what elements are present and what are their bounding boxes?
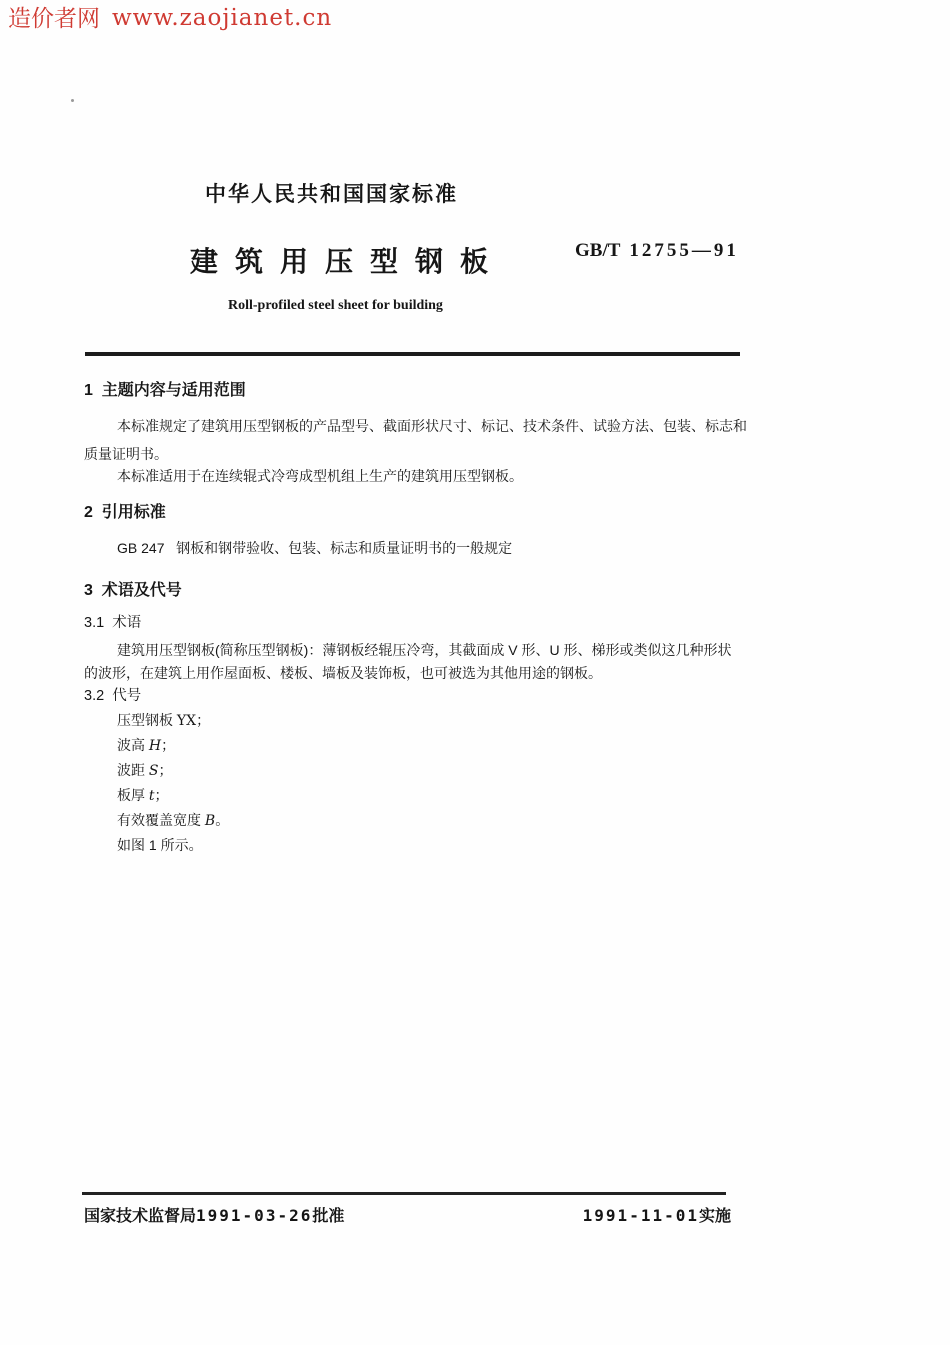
footer-implement-date: 1991-11-01 [582, 1206, 699, 1225]
footer-approve-date: 1991-03-26 [196, 1206, 313, 1225]
watermark-site-url: www.zaojianet.cn [112, 5, 333, 31]
section-1-line: 本标准适用于在连续辊式冷弯成型机组上生产的建筑用压型钢板。 [117, 468, 523, 484]
footer-approve-label: 批准 [312, 1208, 345, 1225]
national-standard-label: 中华人民共和国国家标准 [205, 183, 458, 206]
code-item-text: 波距 [117, 762, 149, 778]
code-item [117, 737, 175, 755]
code-item [117, 812, 229, 830]
code-item-punct: 。 [215, 812, 230, 828]
code-item [117, 762, 172, 780]
code-item-symbol: t [148, 788, 155, 804]
section-3-1-line: 建筑用压型钢板(简称压型钢板)：薄钢板经辊压冷弯，其截面成 V 形、U 形、梯形或类似这几种形状 [117, 642, 732, 658]
code-item-text: 压型钢板 [117, 712, 177, 728]
section-3-1-heading: 3.1 术语 [84, 615, 142, 631]
title-separator-rule [85, 352, 740, 356]
code-item [117, 712, 210, 730]
code-item-symbol: YX [176, 713, 197, 729]
figure-reference-text: 如图 1 所示。 [117, 837, 203, 853]
code-item-punct: ； [158, 762, 173, 778]
standard-number-digits: 12755—91 [629, 240, 739, 261]
code-item-punct: ； [161, 737, 176, 753]
code-item-punct: ； [154, 787, 169, 803]
code-item-symbol: H [148, 738, 162, 754]
footer-implement-label: 实施 [698, 1208, 731, 1225]
document-title-cn: 建筑用压型钢板 [190, 246, 506, 277]
code-item-text: 板厚 [117, 787, 149, 803]
section-2-reference: GB 247 钢板和钢带验收、包装、标志和质量证明书的一般规定 [117, 540, 513, 556]
document-title-en: Roll-profiled steel sheet for building [228, 298, 443, 313]
section-3-2-heading: 3.2 代号 [84, 688, 142, 704]
figure-reference-line [117, 837, 203, 854]
code-item-punct: ； [196, 712, 211, 728]
standard-number-prefix: GB/T [575, 240, 621, 261]
section-1-heading: 1 主题内容与适用范围 [84, 382, 246, 399]
footer-separator-rule [82, 1192, 726, 1195]
code-item-text: 波高 [117, 737, 149, 753]
section-3-heading: 3 术语及代号 [84, 582, 182, 599]
code-item [117, 787, 169, 805]
scan-speck [71, 99, 74, 102]
section-2-heading: 2 引用标准 [84, 504, 166, 521]
section-1-line: 质量证明书。 [84, 446, 168, 462]
section-3-1-line: 的波形，在建筑上用作屋面板、楼板、墙板及装饰板，也可被选为其他用途的钢板。 [84, 665, 602, 681]
footer-implementation [583, 1206, 731, 1226]
footer-approval [84, 1206, 344, 1226]
watermark-site-name: 造价者网 [8, 5, 100, 31]
footer-approve-org: 国家技术监督局 [84, 1208, 197, 1225]
code-item-symbol: B [204, 813, 216, 829]
section-1-line: 本标准规定了建筑用压型钢板的产品型号、截面形状尺寸、标记、技术条件、试验方法、包装、标志和 [117, 418, 747, 434]
code-item-symbol: S [148, 763, 159, 779]
code-item-text: 有效覆盖宽度 [117, 812, 205, 828]
standard-number [575, 240, 739, 263]
